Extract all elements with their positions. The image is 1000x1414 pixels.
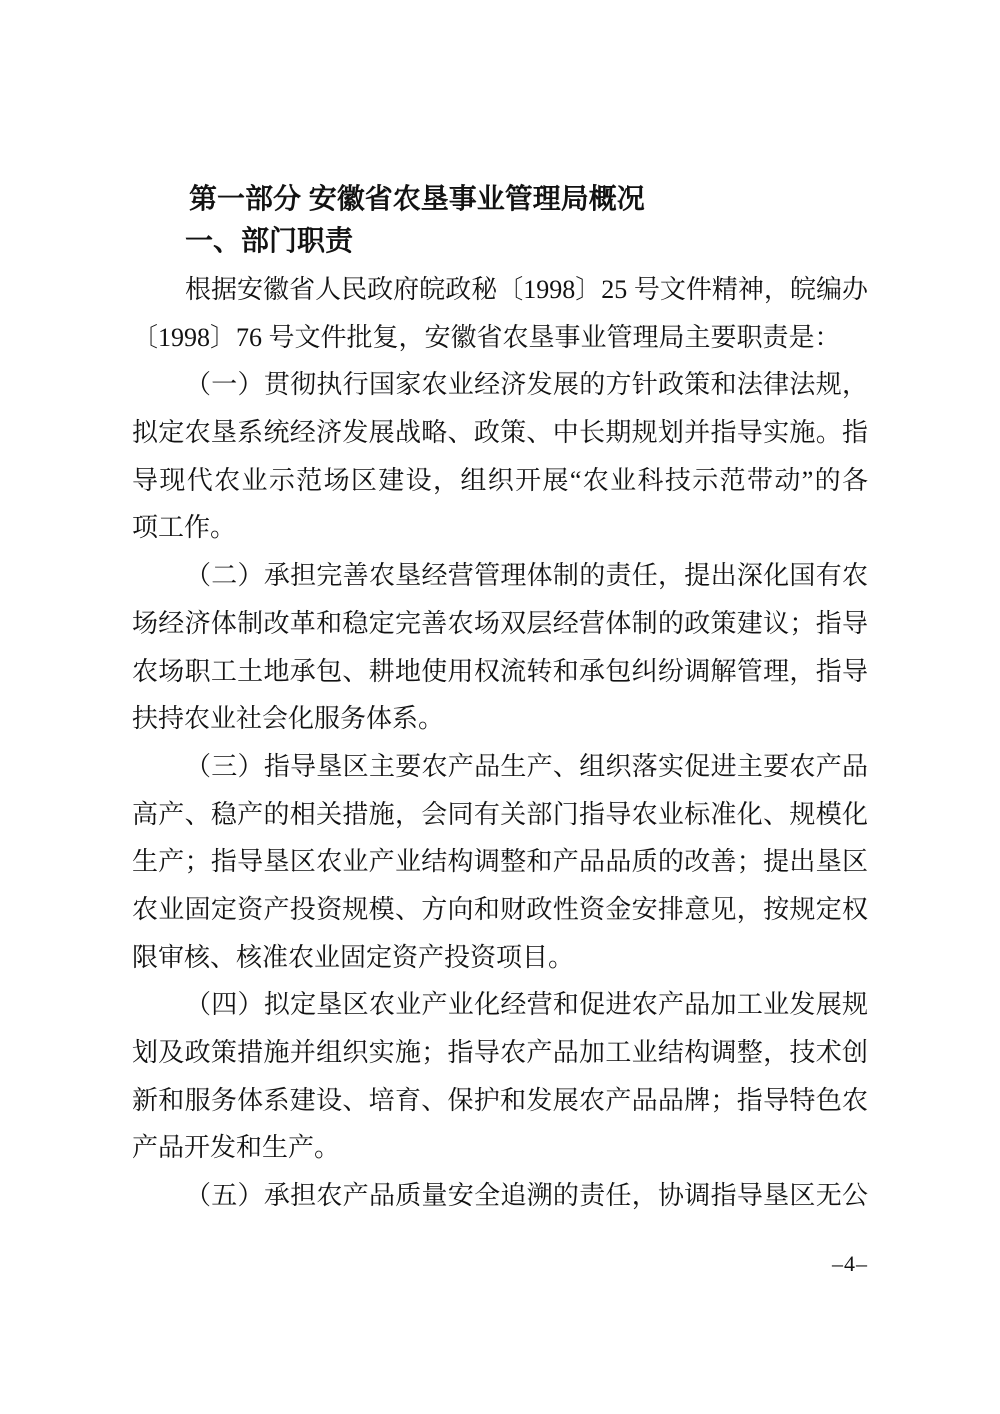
body-line: 〔1998〕76 号文件批复，安徽省农垦事业管理局主要职责是： — [132, 322, 841, 352]
body-line: 高产、稳产的相关措施，会同有关部门指导农业标准化、规模化 — [132, 799, 868, 829]
body-line: 根据安徽省人民政府皖政秘〔1998〕25 号文件精神，皖编办 — [185, 275, 868, 304]
body-line: 项工作。 — [132, 513, 237, 543]
body-line: （四）拟定垦区农业产业化经营和促进农产品加工业发展规 — [185, 990, 868, 1020]
body-line: 扶持农业社会化服务体系。 — [132, 704, 445, 734]
section-heading: 一、部门职责 — [185, 225, 354, 256]
body-line: 产品开发和生产。 — [132, 1133, 341, 1163]
body-line: （一）贯彻执行国家农业经济发展的方针政策和法律法规， — [185, 370, 868, 400]
document-body — [132, 266, 868, 1220]
body-line: 导现代农业示范场区建设，组织开展“农业科技示范带动”的各 — [132, 465, 868, 495]
page-title: 第一部分 安徽省农垦事业管理局概况 — [189, 183, 645, 214]
body-line: 限审核、核准农业固定资产投资项目。 — [132, 942, 575, 972]
body-line: 生产；指导垦区农业产业结构调整和产品品质的改善；提出垦区 — [132, 847, 868, 877]
body-line: 农场职工土地承包、耕地使用权流转和承包纠纷调解管理，指导 — [132, 656, 868, 686]
body-line: 场经济体制改革和稳定完善农场双层经营体制的政策建议；指导 — [132, 608, 868, 638]
body-line: 农业固定资产投资规模、方向和财政性资金安排意见，按规定权 — [132, 894, 868, 924]
body-line: （三）指导垦区主要农产品生产、组织落实促进主要农产品 — [185, 751, 868, 781]
body-line: 新和服务体系建设、培育、保护和发展农产品品牌；指导特色农 — [132, 1085, 868, 1115]
body-line: （二）承担完善农垦经营管理体制的责任，提出深化国有农 — [185, 561, 868, 591]
body-line: 拟定农垦系统经济发展战略、政策、中长期规划并指导实施。指 — [132, 418, 868, 448]
page-number: –4– — [832, 1251, 868, 1276]
body-line: （五）承担农产品质量安全追溯的责任，协调指导垦区无公 — [185, 1181, 868, 1211]
body-line: 划及政策措施并组织实施；指导农产品加工业结构调整，技术创 — [132, 1038, 868, 1067]
